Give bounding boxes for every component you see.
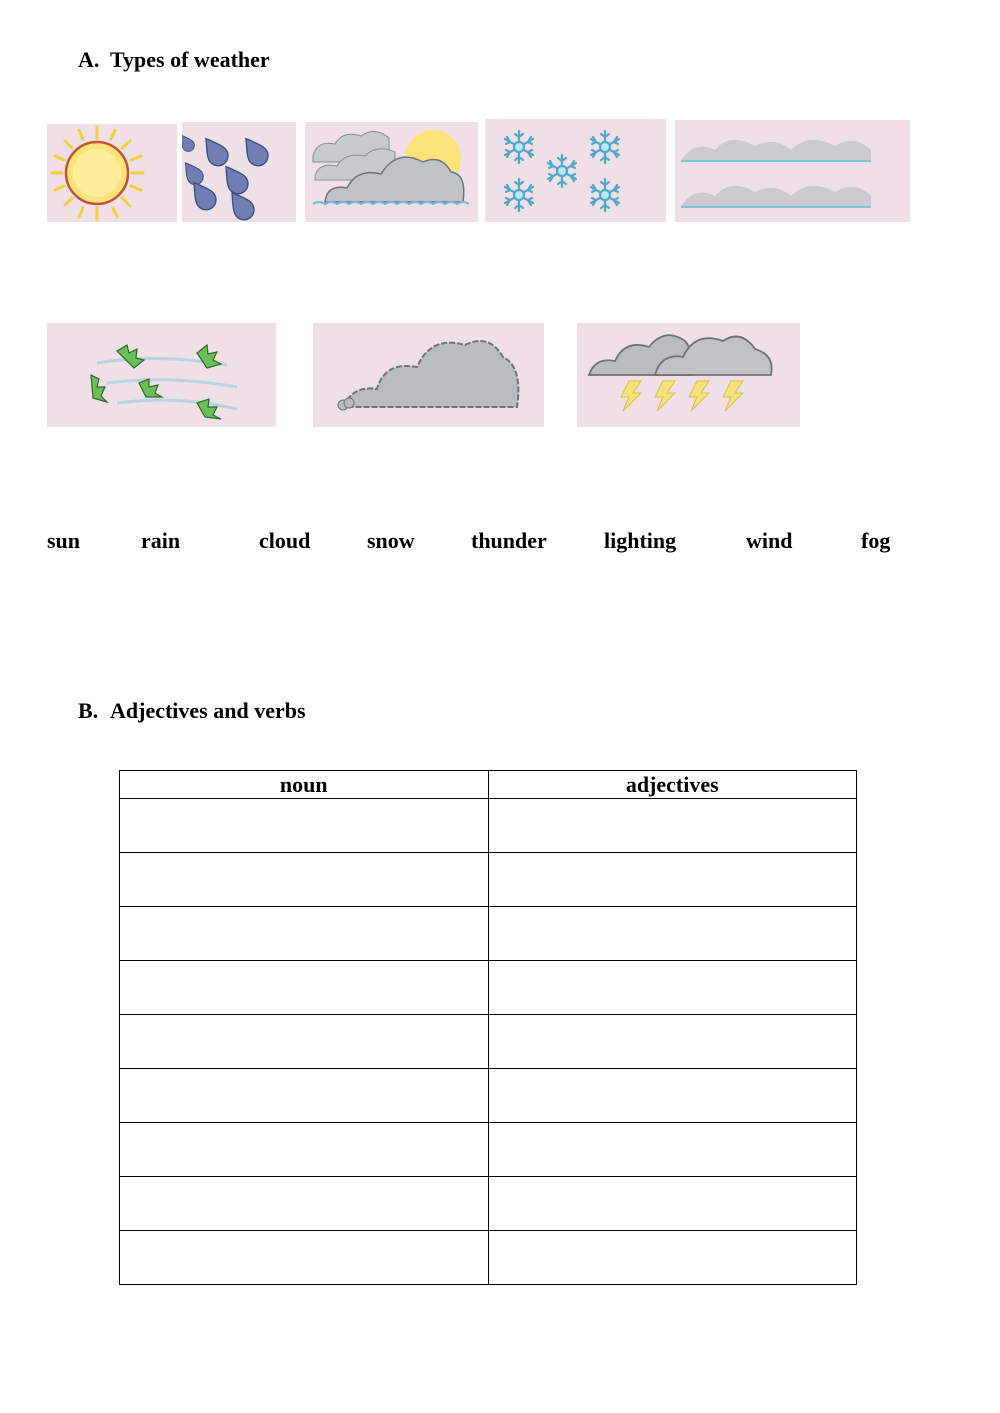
adjective-cell[interactable]: [488, 1015, 857, 1069]
fog-icon: [675, 120, 910, 222]
cloud-picture: [313, 323, 544, 427]
thunderstorm-lightning-icon: [577, 323, 800, 427]
section-b-heading: [78, 698, 306, 724]
snow-picture: [485, 119, 666, 222]
sun-picture: [47, 124, 177, 222]
header-noun: noun: [120, 771, 489, 799]
section-b-label: B.: [78, 698, 99, 723]
sun-clouds-picture: [305, 122, 478, 222]
noun-cell[interactable]: [120, 1015, 489, 1069]
noun-cell[interactable]: [120, 1231, 489, 1285]
fog-picture: [675, 120, 910, 222]
word-rain: rain: [141, 528, 181, 553]
sun-behind-clouds-icon: [305, 122, 478, 222]
table-row: [120, 1123, 857, 1177]
raindrops-icon: [182, 122, 296, 222]
noun-cell[interactable]: [120, 907, 489, 961]
adjective-cell[interactable]: [488, 1069, 857, 1123]
table-row: [120, 1177, 857, 1231]
noun-cell[interactable]: [120, 961, 489, 1015]
adjective-cell[interactable]: [488, 799, 857, 853]
snowflakes-icon: [485, 119, 666, 222]
adjective-cell[interactable]: [488, 907, 857, 961]
noun-cell[interactable]: [120, 853, 489, 907]
noun-cell[interactable]: [120, 1177, 489, 1231]
wind-picture: [47, 323, 276, 427]
section-a-title: Types of weather: [110, 47, 270, 72]
wind-leaves-icon: [47, 323, 276, 427]
adjective-cell[interactable]: [488, 961, 857, 1015]
noun-cell[interactable]: [120, 799, 489, 853]
noun-cell[interactable]: [120, 1123, 489, 1177]
section-a-heading: [78, 47, 270, 73]
table-row: [120, 853, 857, 907]
word-cloud: cloud: [259, 528, 311, 553]
word-lighting: lighting: [604, 528, 677, 553]
word-sun: sun: [47, 528, 81, 553]
section-b-title: Adjectives and verbs: [110, 698, 306, 723]
table-row: [120, 1069, 857, 1123]
word-thunder: thunder: [471, 528, 547, 553]
word-fog: fog: [861, 528, 891, 553]
table-row: [120, 961, 857, 1015]
table-header-row: [120, 771, 857, 799]
adjective-cell[interactable]: [488, 1177, 857, 1231]
table-row: [120, 1015, 857, 1069]
word-snow: snow: [367, 528, 415, 553]
cloud-icon: [313, 323, 544, 427]
sun-icon: [47, 124, 177, 222]
adjective-cell[interactable]: [488, 853, 857, 907]
rain-picture: [182, 122, 296, 222]
answer-table: [119, 770, 857, 1285]
adjective-cell[interactable]: [488, 1123, 857, 1177]
table-row: [120, 907, 857, 961]
header-adjectives: adjectives: [488, 771, 857, 799]
table-row: [120, 799, 857, 853]
thunderstorm-picture: [577, 323, 800, 427]
word-wind: wind: [746, 528, 793, 553]
noun-cell[interactable]: [120, 1069, 489, 1123]
table-row: [120, 1231, 857, 1285]
section-a-label: A.: [78, 47, 100, 72]
adjective-cell[interactable]: [488, 1231, 857, 1285]
